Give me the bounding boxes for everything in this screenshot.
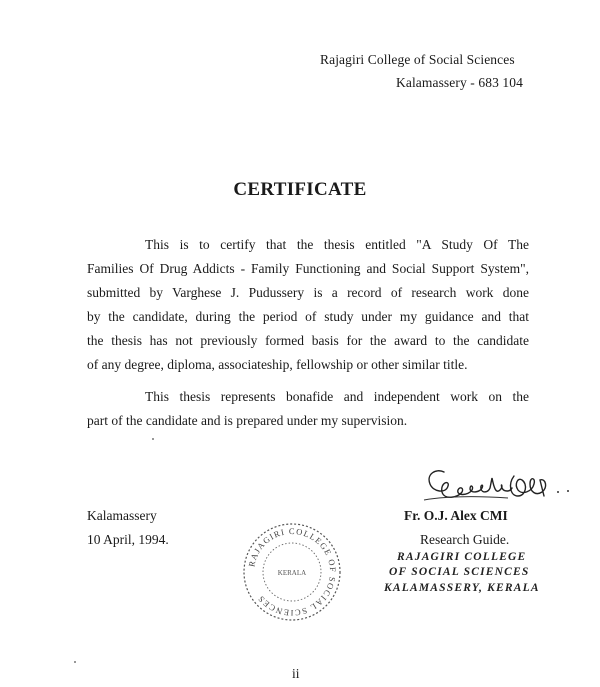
svg-text:RAJAGIRI COLLEGE OF SOCIAL SCI: RAJAGIRI COLLEGE OF SOCIAL SCIENCES: [246, 525, 339, 619]
paragraph-line: of any degree, diploma, associateship, fellowship or other similar title.: [87, 357, 468, 372]
signatory-role: Research Guide.: [420, 532, 510, 547]
stamp-line: OF SOCIAL SCIENCES: [389, 566, 530, 578]
institution-name: Rajagiri College of Social Sciences: [320, 52, 515, 67]
stray-mark: [74, 661, 76, 663]
certificate-title: CERTIFICATE: [233, 179, 367, 200]
paragraph-line: by the candidate, during the period of study under my guidance and that: [87, 309, 529, 324]
signatory-name: Fr. O.J. Alex CMI: [404, 508, 508, 523]
place-text: Kalamassery: [87, 508, 157, 523]
date-text: 10 April, 1994.: [87, 532, 169, 547]
signature-image: [418, 462, 578, 512]
svg-text:KERALA: KERALA: [277, 569, 307, 577]
institution-location: Kalamassery - 683 104: [396, 75, 523, 90]
certificate-paragraph-2: [87, 385, 529, 433]
stamp-line: KALAMASSERY, KERALA: [384, 582, 540, 594]
paragraph-line: This thesis represents bonafide and independent work on the: [145, 389, 529, 404]
stamp-line: RAJAGIRI COLLEGE: [397, 551, 527, 563]
stray-mark: [152, 438, 154, 440]
paragraph-line: This is to certify that the thesis entitled "A Study Of The: [145, 237, 529, 252]
certificate-paragraph-1: [87, 233, 529, 377]
paragraph-line: the thesis has not previously formed basis for the award to the candidate: [87, 333, 529, 348]
seal-stamp-image: [240, 520, 344, 624]
paragraph-line: Families Of Drug Addicts - Family Functioning and Social Support System",: [87, 261, 529, 276]
paragraph-line: part of the candidate and is prepared under my supervision.: [87, 413, 408, 428]
paragraph-line: submitted by Varghese J. Pudussery is a record of research work done: [87, 285, 529, 300]
page-number: ii: [292, 666, 300, 681]
